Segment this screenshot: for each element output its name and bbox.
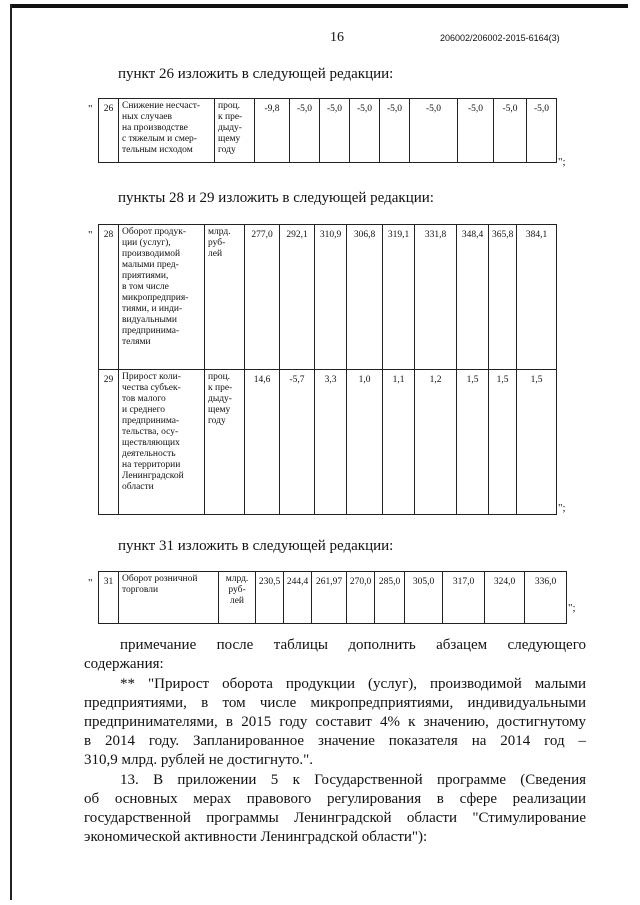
value-cell: -5,0 [527,99,557,163]
value-cell: 1,5 [489,370,517,515]
value-cell: 324,0 [485,572,525,624]
indicator-name: Оборот продук- ции (услуг), производимой малыми пред- приятиями, в том числе микропредприя- тиями, и инди- видуальными предпринима- телями [119,225,205,370]
section-26-heading: пункт 26 изложить в следующей редакции: [118,66,394,82]
value-cell: 261,97 [312,572,347,624]
value-cell: 336,0 [525,572,567,624]
unit: млрд. руб- лей [205,225,245,370]
table-item-31 [98,571,567,624]
document-id: 206002/206002-2015-6164(3) [440,33,560,43]
value-cell: -5,0 [458,99,494,163]
value-cell: 1,5 [517,370,557,515]
unit: проц. к пре- дыду- щему году [205,370,245,515]
text-line: 13. В приложении 5 к Государственной программе (Сведения [120,772,586,788]
value-cell: 277,0 [245,225,280,370]
open-quote: " [88,577,93,589]
value-cell: 306,8 [347,225,383,370]
value-cell: -5,0 [380,99,410,163]
value-cell: 244,4 [284,572,312,624]
value-cell: 348,4 [457,225,489,370]
value-cell: -5,0 [320,99,350,163]
value-cell: 384,1 [517,225,557,370]
section-31-heading: пункт 31 изложить в следующей редакции: [118,538,394,554]
value-cell: 305,0 [405,572,443,624]
value-cell: 230,5 [256,572,284,624]
value-cell: 1,2 [415,370,457,515]
value-cell: 3,3 [315,370,347,515]
value-cell: -9,8 [255,99,290,163]
page-number: 16 [330,30,344,45]
close-quote: "; [568,602,576,614]
row-index: 31 [99,572,119,624]
indicator-name: Снижение несчаст- ных случаев на производстве с тяжелым и смер- тельным исходом [119,99,215,163]
value-cell: -5,0 [290,99,320,163]
unit: млрд. руб- лей [219,572,256,624]
row-index: 29 [99,370,119,515]
table-row [99,225,557,370]
close-quote: "; [558,156,566,168]
text-line: в 2014 году. Запланированное значение показателя на 2014 год – [84,733,586,749]
quoted-paragraph [84,675,586,770]
text-line: ** "Прирост оборота продукции (услуг), производимой малыми [120,676,586,692]
table-item-26 [98,98,557,163]
table-row [99,572,567,624]
section-28-29-heading: пункты 28 и 29 изложить в следующей редакции: [118,190,434,206]
text-line: предприятиями, в том числе микропредприятиями, индивидуальными [84,695,586,711]
text-line: предпринимателями, в 2015 году составит 4% к значению, достигнутому [84,714,586,730]
value-cell: -5,0 [410,99,458,163]
value-cell: 285,0 [375,572,405,624]
scan-top-border [10,4,628,8]
value-cell: -5,0 [350,99,380,163]
text-line: примечание после таблицы дополнить абзацем следующего [120,637,586,653]
scan-left-border [10,4,12,900]
text-line: экономической активности Ленинградской области"): [84,829,428,845]
item-13-paragraph [84,771,586,847]
value-cell: 1,5 [457,370,489,515]
value-cell: 1,1 [383,370,415,515]
value-cell: 270,0 [347,572,375,624]
text-line: государственной программы Ленинградской области "Стимулирование [84,810,586,826]
indicator-name: Прирост коли- чества субъек- тов малого и среднего предпринима- тельства, осу- ществляющих деятельность на территории Ленинградской области [119,370,205,515]
open-quote: " [88,103,93,115]
value-cell: 319,1 [383,225,415,370]
text-line: 310,9 млрд. рублей не достигнуто.". [84,752,314,768]
value-cell: 365,8 [489,225,517,370]
value-cell: 292,1 [280,225,315,370]
close-quote: "; [558,502,566,514]
row-index: 28 [99,225,119,370]
value-cell: 14,6 [245,370,280,515]
text-line: об основных мерах правового регулирования в сфере реализации [84,791,586,807]
text-line: содержания: [84,656,164,672]
table-row [99,99,557,163]
indicator-name: Оборот розничной торговли [119,572,219,624]
row-index: 26 [99,99,119,163]
value-cell: 317,0 [443,572,485,624]
value-cell: 310,9 [315,225,347,370]
value-cell: 1,0 [347,370,383,515]
table-row [99,370,557,515]
value-cell: 331,8 [415,225,457,370]
note-paragraph [84,636,586,674]
table-items-28-29 [98,224,557,515]
value-cell: -5,7 [280,370,315,515]
value-cell: -5,0 [494,99,527,163]
open-quote: " [88,229,93,241]
unit: проц. к пре- дыду- щему году [215,99,255,163]
